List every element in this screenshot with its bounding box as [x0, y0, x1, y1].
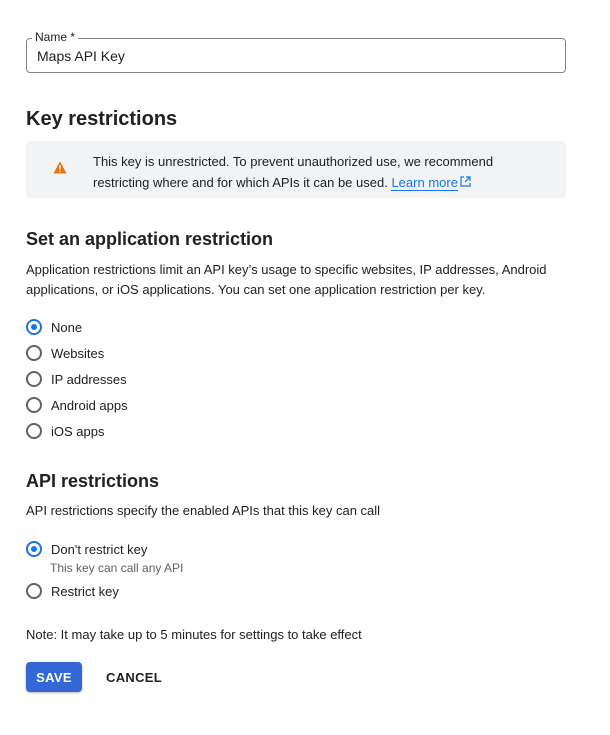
name-input[interactable] — [37, 48, 537, 64]
radio-label: Restrict key — [51, 583, 119, 599]
radio-none[interactable] — [26, 319, 82, 335]
radio-selected-icon — [26, 319, 42, 335]
warning-triangle-icon — [53, 161, 67, 174]
radio-unselected-icon — [26, 423, 42, 439]
unrestricted-warning-banner — [26, 141, 566, 198]
cancel-button[interactable]: CANCEL — [96, 662, 172, 692]
dont-restrict-sublabel: This key can call any API — [50, 561, 184, 575]
learn-more-link[interactable] — [391, 175, 457, 191]
name-field[interactable] — [26, 38, 566, 73]
key-restrictions-heading: Key restrictions — [26, 108, 178, 130]
radio-unselected-icon — [26, 397, 42, 413]
settings-delay-note: Note: It may take up to 5 minutes for settings to take effect — [26, 627, 362, 642]
radio-selected-icon — [26, 541, 42, 557]
radio-label: Android apps — [51, 397, 128, 413]
learn-more-label: Learn more — [391, 175, 458, 190]
radio-label: Websites — [51, 345, 105, 361]
external-link-icon — [460, 176, 471, 187]
radio-unselected-icon — [26, 345, 42, 361]
app-restriction-description: Application restrictions limit an API key’s usage to specific websites, IP addresses, Android applications, or iOS applications. You can set one application restriction per key. — [26, 262, 547, 297]
api-restrictions-description: API restrictions specify the enabled APIs that this key can call — [26, 503, 381, 518]
radio-ios-apps[interactable] — [26, 423, 104, 439]
warning-text — [93, 151, 533, 193]
radio-android-apps[interactable] — [26, 397, 128, 413]
radio-unselected-icon — [26, 583, 42, 599]
api-restrictions-heading: API restrictions — [26, 471, 160, 491]
radio-unselected-icon — [26, 371, 42, 387]
radio-label: Don't restrict key — [51, 541, 148, 557]
app-restriction-heading: Set an application restriction — [26, 229, 274, 249]
radio-dont-restrict-key[interactable] — [26, 541, 147, 557]
save-button[interactable]: SAVE — [26, 662, 82, 692]
radio-label: IP addresses — [51, 371, 127, 387]
radio-label: None — [51, 319, 83, 335]
warning-message: This key is unrestricted. To prevent unauthorized use, we recommend restricting where and for which APIs it can be used. — [93, 154, 494, 190]
radio-label: iOS apps — [51, 423, 105, 439]
radio-websites[interactable] — [26, 345, 104, 361]
radio-ip-addresses[interactable] — [26, 371, 127, 387]
name-field-label: Name * — [32, 30, 78, 44]
radio-restrict-key[interactable] — [26, 583, 119, 599]
